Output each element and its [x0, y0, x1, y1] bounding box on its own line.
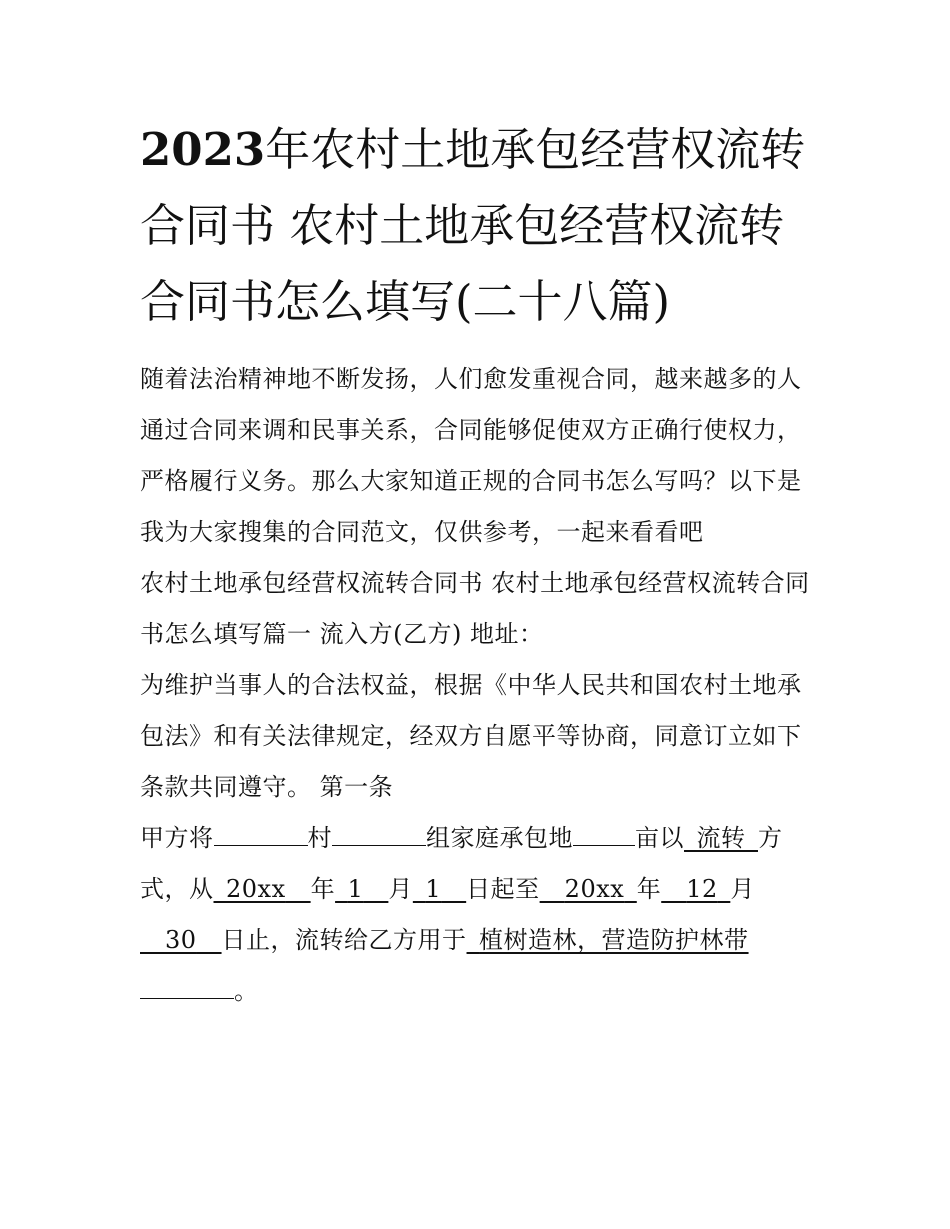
- clause-text: 年: [310, 875, 336, 903]
- clause-text: 月: [388, 875, 413, 903]
- clause-text: 日起至: [466, 875, 540, 903]
- end-year-field: __20xx_: [539, 875, 637, 903]
- area-blank: [573, 819, 635, 846]
- clause-text: 组家庭承包地: [426, 824, 573, 852]
- clause-text: 月: [730, 875, 755, 903]
- group-blank: [332, 819, 426, 846]
- usage-blank: [140, 972, 234, 999]
- clause-text: 日止，流转给乙方用于: [221, 926, 467, 954]
- village-blank: [214, 819, 308, 846]
- clause-text: 甲方将: [140, 824, 214, 852]
- transfer-mode-field: _流转_: [684, 824, 758, 852]
- document-title: [140, 112, 820, 340]
- clause-text: 年: [636, 875, 662, 903]
- clause-text: 方式，从: [140, 824, 783, 903]
- document-page: [140, 112, 820, 1017]
- preamble-paragraph: 为维护当事人的合法权益，根据《中华人民共和国农村土地承包法》和有关法律规定，经双方自愿平等协商，同意订立如下条款共同遵守。 第一条: [140, 671, 802, 801]
- end-day-field: __30__: [140, 926, 222, 954]
- usage-field: _植树造林，营造防护林带: [466, 926, 749, 954]
- clause-one-paragraph: [140, 813, 820, 1017]
- clause-text: 村: [307, 824, 332, 852]
- start-month-field: _1__: [335, 875, 389, 903]
- title-year: 2023: [140, 123, 266, 176]
- title-text: 年农村土地承包经营权流转合同书 农村土地承包经营权流转合同书怎么填写(二十八篇): [140, 123, 806, 328]
- intro-paragraph: 随着法治精神地不断发扬，人们愈发重视合同，越来越多的人通过合同来调和民事关系，合同能够促使双方正确行使权力，严格履行义务。那么大家知道正规的合同书怎么写吗？以下是我为大家搜集的合同范文，仅供参考，一起来看看吧: [140, 365, 802, 546]
- section-heading: 农村土地承包经营权流转合同书 农村土地承包经营权流转合同书怎么填写篇一 流入方(乙方) 地址：: [140, 569, 810, 648]
- clause-text: 亩以: [635, 824, 684, 852]
- end-month-field: __12_: [661, 875, 731, 903]
- start-year-field: _20xx__: [213, 875, 311, 903]
- start-day-field: _1__: [412, 875, 467, 903]
- clause-text: 。: [234, 977, 259, 1005]
